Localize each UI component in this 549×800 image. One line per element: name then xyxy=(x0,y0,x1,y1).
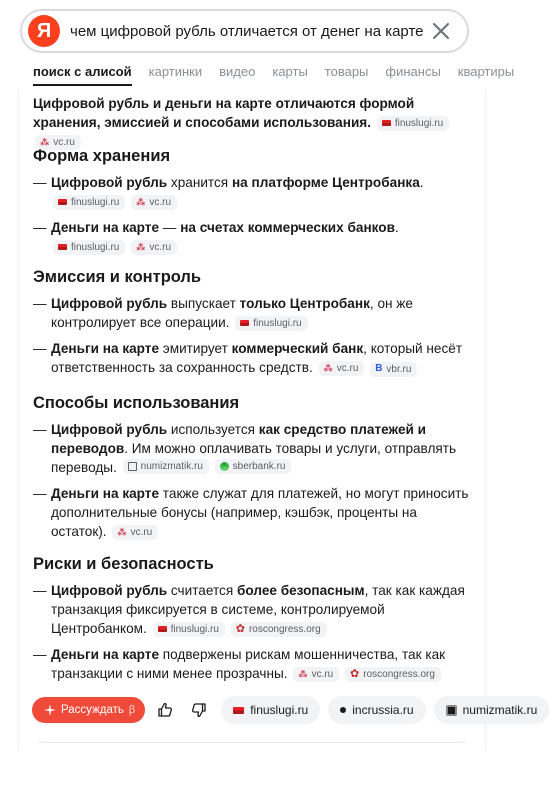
reason-button[interactable] xyxy=(32,697,145,723)
bold-text: коммерческий банк xyxy=(231,341,364,356)
section-heading: Эмиссия и контроль xyxy=(33,268,202,286)
source-chip-label: vc.ru xyxy=(149,196,172,208)
thumb-up-icon[interactable] xyxy=(151,696,179,724)
thumb-down-icon[interactable] xyxy=(185,696,213,724)
source-chip-label: finuslugi.ru xyxy=(253,317,302,329)
item-text: , который несёт ответственность за сохранность средств. xyxy=(51,341,463,375)
bullet-dash: — xyxy=(33,486,47,501)
source-chip[interactable] xyxy=(53,240,125,255)
answer-content xyxy=(33,90,473,681)
bold-text: на платформе Центробанка xyxy=(231,175,420,190)
tab-3[interactable]: карты xyxy=(272,64,308,79)
bullet-dash: — xyxy=(33,175,47,190)
source-chip[interactable] xyxy=(319,361,365,376)
source-chip[interactable] xyxy=(131,195,177,210)
bullet-item xyxy=(33,339,473,377)
source-chip-label: finuslugi.ru xyxy=(71,241,120,253)
item-text: , он же контролирует все операции. xyxy=(51,296,413,330)
lead-text: Цифровой рубль и деньги на карте отличаются формой хранения, эмиссией и способами использования. xyxy=(33,96,415,130)
tab-5[interactable]: финансы xyxy=(385,64,441,79)
source-chip[interactable] xyxy=(345,667,441,682)
source-chip[interactable] xyxy=(153,622,225,637)
bullet-dash: — xyxy=(33,647,47,662)
roscongress-icon: ✿ xyxy=(350,668,360,680)
tab-0[interactable]: поиск с алисой xyxy=(33,60,132,86)
close-icon[interactable] xyxy=(423,13,459,49)
source-chip-label: roscongress.org xyxy=(248,623,321,635)
bold-text: только Центробанк xyxy=(239,296,370,311)
yandex-logo[interactable]: Я xyxy=(28,15,60,47)
sber-icon xyxy=(220,462,229,471)
answer-actions xyxy=(32,696,538,724)
source-chip[interactable] xyxy=(370,362,417,377)
source-pill-numizmatik[interactable] xyxy=(434,696,549,724)
bullet-dash: — xyxy=(33,296,47,311)
source-chip-label: finuslugi.ru xyxy=(71,196,120,208)
sparkle-icon xyxy=(44,704,56,716)
bullet-dash: — xyxy=(33,422,47,437)
bullet-item xyxy=(33,581,473,638)
answer-card xyxy=(18,90,486,750)
item-text: считается xyxy=(167,583,237,598)
bullet-item xyxy=(33,294,473,332)
item-text: . Им можно оплачивать товары и услуги, отправлять переводы. xyxy=(51,441,457,475)
coin-icon xyxy=(446,705,457,716)
bullet-item xyxy=(33,173,473,211)
item-text: хранится xyxy=(167,175,232,190)
vc-icon: ⁂ xyxy=(323,363,333,373)
bold-text: как средство платежей и переводов xyxy=(51,422,427,456)
item-text: , так как каждая транзакция фиксируется в системе, контролируемой Центробанком. xyxy=(51,583,465,636)
vc-icon: ⁂ xyxy=(40,137,50,147)
source-chip-label: vc.ru xyxy=(149,241,172,253)
source-pill-label: incrussia.ru xyxy=(352,703,414,717)
coin-icon xyxy=(128,462,137,471)
source-chip-label: finuslugi.ru xyxy=(394,117,444,129)
section-heading: Способы использования xyxy=(33,394,240,412)
roscongress-icon: ✿ xyxy=(235,623,245,635)
bold-text: Цифровой рубль xyxy=(51,296,168,311)
source-chip-label: vc.ru xyxy=(130,526,153,538)
source-chip[interactable] xyxy=(231,622,327,637)
answer-section xyxy=(33,146,473,256)
next-card-edge xyxy=(38,742,466,746)
source-pill-label: finuslugi.ru xyxy=(250,703,309,717)
item-text: также служат для платежей, но могут приносить дополнительные бонусы (например, кэшбэк, проценты на остаток). xyxy=(51,486,469,539)
bold-text: Деньги на карте xyxy=(51,341,160,356)
bold-text: более безопасным xyxy=(237,583,365,598)
source-chip[interactable] xyxy=(215,459,292,474)
tab-1[interactable]: картинки xyxy=(148,64,203,79)
source-chip[interactable] xyxy=(131,240,177,255)
source-chip-label: finuslugi.ru xyxy=(170,623,219,635)
source-pill-incrussia[interactable] xyxy=(328,696,425,724)
bold-text: Цифровой рубль xyxy=(51,175,168,190)
bold-text: Цифровой рубль xyxy=(51,583,168,598)
source-pill-label: numizmatik.ru xyxy=(462,703,538,717)
bold-text: Деньги на карте xyxy=(51,647,160,662)
bullet-item xyxy=(33,218,473,256)
item-text: — xyxy=(159,220,181,235)
gov-flag-icon xyxy=(158,626,167,632)
item-text: подвержены рискам мошенничества, так как транзакции с ними менее прозрачны. xyxy=(51,647,446,681)
source-chip-label: vc.ru xyxy=(53,136,75,148)
source-chip[interactable] xyxy=(112,525,158,540)
vc-icon: ⁂ xyxy=(298,669,308,679)
gov-flag-icon xyxy=(58,199,67,205)
tab-4[interactable]: товары xyxy=(324,64,369,79)
bullet-dash: — xyxy=(33,220,47,235)
item-text: эмитирует xyxy=(159,341,232,356)
gov-flag-icon xyxy=(382,120,391,126)
source-chip-label: vc.ru xyxy=(311,668,334,680)
gov-flag-icon xyxy=(58,244,67,250)
item-text: выпускает xyxy=(167,296,240,311)
bold-text: на счетах коммерческих банков xyxy=(180,220,395,235)
bullet-item xyxy=(33,420,473,477)
reason-label: Рассуждать xyxy=(61,704,124,716)
bullet-item xyxy=(33,484,473,541)
gov-flag-icon xyxy=(233,707,244,714)
vc-icon: ⁂ xyxy=(117,527,127,537)
source-chip[interactable] xyxy=(377,116,449,131)
section-heading: Форма хранения xyxy=(33,147,171,165)
source-chip-label: vbr.ru xyxy=(386,363,412,375)
source-chip[interactable] xyxy=(293,667,339,682)
vc-icon: ⁂ xyxy=(136,197,146,207)
beta-badge: β xyxy=(128,704,136,716)
search-bar[interactable] xyxy=(20,9,469,53)
item-text: . xyxy=(394,220,399,235)
bold-text: Цифровой рубль xyxy=(51,422,168,437)
bullet-dash: — xyxy=(33,341,47,356)
bold-text: Деньги на карте xyxy=(51,486,160,501)
bullet-dash: — xyxy=(33,583,47,598)
bold-text: Деньги на карте xyxy=(51,220,160,235)
vbr-icon: B xyxy=(375,363,383,374)
dot-icon xyxy=(340,707,346,713)
bullet-item xyxy=(33,645,473,683)
tab-2[interactable]: видео xyxy=(219,64,256,79)
search-tabs xyxy=(0,60,515,86)
answer-section xyxy=(33,267,473,377)
answer-section xyxy=(33,393,473,541)
answer-section xyxy=(33,554,473,683)
source-chip[interactable] xyxy=(123,459,209,474)
search-input[interactable] xyxy=(70,23,423,40)
source-chip[interactable] xyxy=(53,195,125,210)
source-chip-label: sberbank.ru xyxy=(232,461,286,472)
source-chip-label: roscongress.org xyxy=(363,668,435,680)
gov-flag-icon xyxy=(240,320,249,326)
source-chip-label: numizmatik.ru xyxy=(140,461,203,472)
section-heading: Риски и безопасность xyxy=(33,555,214,573)
vc-icon: ⁂ xyxy=(136,242,146,252)
source-chip[interactable] xyxy=(235,316,307,331)
item-text: используется xyxy=(167,422,259,437)
tab-6[interactable]: квартиры xyxy=(457,64,515,79)
source-chip-label: vc.ru xyxy=(336,362,359,374)
item-text: . xyxy=(419,175,424,190)
answer-lead xyxy=(33,90,473,151)
source-pill-finuslugi[interactable] xyxy=(221,696,320,724)
